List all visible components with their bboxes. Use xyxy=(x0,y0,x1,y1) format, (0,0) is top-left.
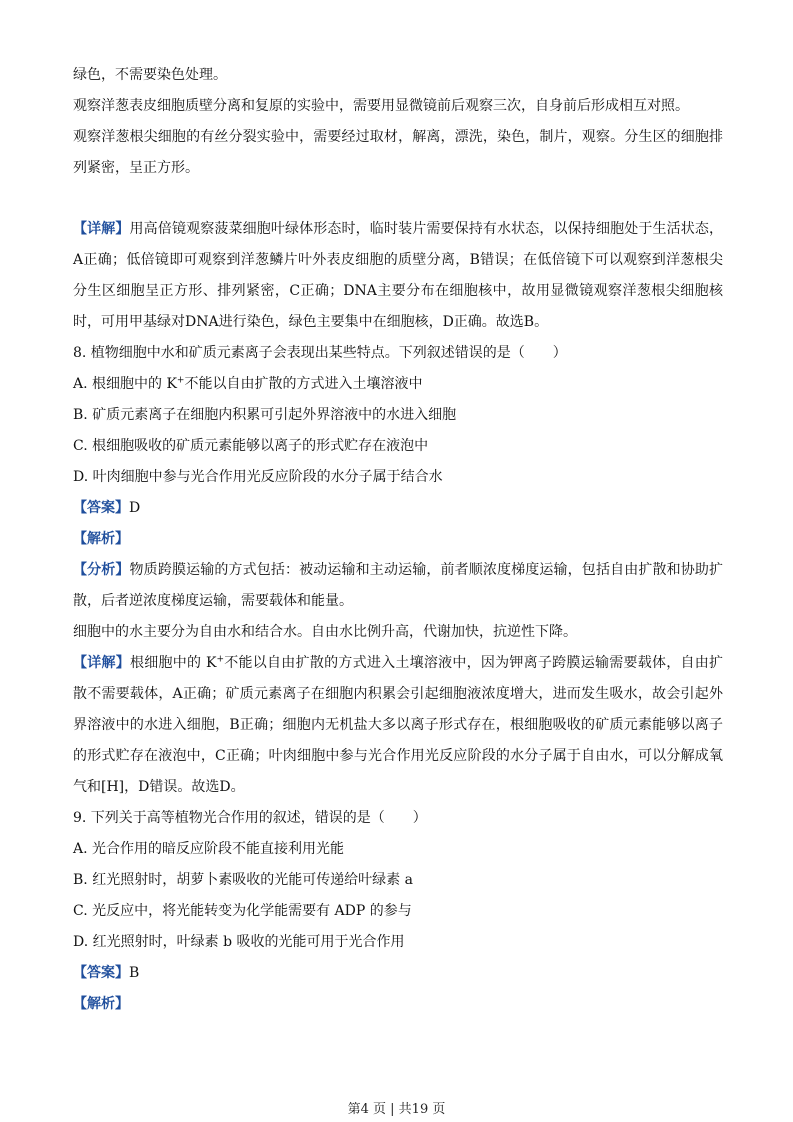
question-8-answer xyxy=(73,493,723,524)
question-8-option-b: B. 矿质元素离子在细胞内积累可引起外界溶液中的水进入细胞 xyxy=(73,407,457,423)
question-9-option-c: C. 光反应中，将光能转变为化学能需要有 ADP 的参与 xyxy=(73,903,412,919)
option-a-pre: A. 根细胞中的 K xyxy=(73,376,177,392)
prev-line-2: 观察洋葱表皮细胞质壁分离和复原的实验中，需要用显微镜前后观察三次，自身前后形成相互对照。 xyxy=(73,98,689,114)
spacer xyxy=(73,184,723,214)
superscript: + xyxy=(176,375,185,386)
detail-tag: 【详解】 xyxy=(73,655,131,671)
detail-tag: 【详解】 xyxy=(73,221,130,237)
answer-tag: 【答案】 xyxy=(73,500,129,516)
question-8-option-a xyxy=(73,369,723,400)
superscript: + xyxy=(216,654,225,665)
question-8-option-c: C. 根细胞吸收的矿质元素能够以离子的形式贮存在液泡中 xyxy=(73,438,429,454)
analysis-tag: 【解析】 xyxy=(73,996,129,1012)
prev-line-3: 观察洋葱根尖细胞的有丝分裂实验中，需要经过取材，解离，漂洗，染色，制片，观察。分生区的细胞排列紧密，呈正方形。 xyxy=(73,129,723,176)
question-8-option-d: D. 叶肉细胞中参与光合作用光反应阶段的水分子属于结合水 xyxy=(73,469,443,485)
answer-value: B xyxy=(129,965,140,981)
question-9-stem: 9. 下列关于高等植物光合作用的叙述，错误的是（ ） xyxy=(73,810,427,826)
option-a-post: 不能以自由扩散的方式进入土壤溶液中 xyxy=(184,376,423,392)
prev-detail xyxy=(73,214,723,338)
detail-post: 不能以自由扩散的方式进入土壤溶液中，因为钾离子跨膜运输需要载体，自由扩散不需要载体，A正确；矿质元素离子在细胞内积累会引起细胞液浓度增大，进而发生吸水，故会引起外界溶液中的水进入细胞，B正确；细胞内无机盐大多以离子形式存在，根细胞吸收的矿质元素能够以离子的形式贮存在液泡中，C正确；叶肉细胞中参与光合作用光反应阶段的水分子属于自由水，可以分解成氧气和[H]，D错误。故选D。 xyxy=(73,655,723,795)
fenxi-text: 物质跨膜运输的方式包括：被动运输和主动运输，前者顺浓度梯度运输，包括自由扩散和协助扩散，后者逆浓度梯度运输，需要载体和能量。 xyxy=(73,562,724,609)
question-9-option-a: A. 光合作用的暗反应阶段不能直接利用光能 xyxy=(73,841,345,857)
question-9-option-d: D. 红光照射时，叶绿素 b 吸收的光能可用于光合作用 xyxy=(73,934,405,950)
answer-tag: 【答案】 xyxy=(73,965,129,981)
question-8-fenxi-2: 细胞中的水主要分为自由水和结合水。自由水比例升高，代谢加快，抗逆性下降。 xyxy=(73,624,577,640)
answer-value: D xyxy=(129,500,141,516)
fenxi-tag: 【分析】 xyxy=(73,562,130,578)
detail-pre: 根细胞中的 K xyxy=(130,655,217,671)
question-9-answer xyxy=(73,958,723,989)
page-footer: 第4 页 | 共19 页 xyxy=(347,1102,446,1117)
question-8-analysis xyxy=(73,524,723,555)
question-8-detail xyxy=(73,648,723,803)
analysis-tag: 【解析】 xyxy=(73,531,129,547)
question-9-analysis xyxy=(73,989,723,1020)
page-content xyxy=(73,60,723,1020)
question-8-fenxi xyxy=(73,555,723,617)
detail-text: 用高倍镜观察菠菜细胞叶绿体形态时，临时装片需要保持有水状态，以保持细胞处于生活状态，A正确；低倍镜即可观察到洋葱鳞片叶外表皮细胞的质壁分离，B错误；在低倍镜下可以观察到洋葱根尖分生区细胞呈正方形、排列紧密，C正确；DNA主要分布在细胞核中，故用显微镜观察洋葱根尖细胞核时，可用甲基绿对DNA进行染色，绿色主要集中在细胞核，D正确。故选B。 xyxy=(73,221,724,330)
question-8-stem: 8. 植物细胞中水和矿质元素离子会表现出某些特点。下列叙述错误的是（ ） xyxy=(73,345,567,361)
prev-line-1: 绿色，不需要染色处理。 xyxy=(73,67,227,83)
question-9-option-b: B. 红光照射时，胡萝卜素吸收的光能可传递给叶绿素 a xyxy=(73,872,413,888)
